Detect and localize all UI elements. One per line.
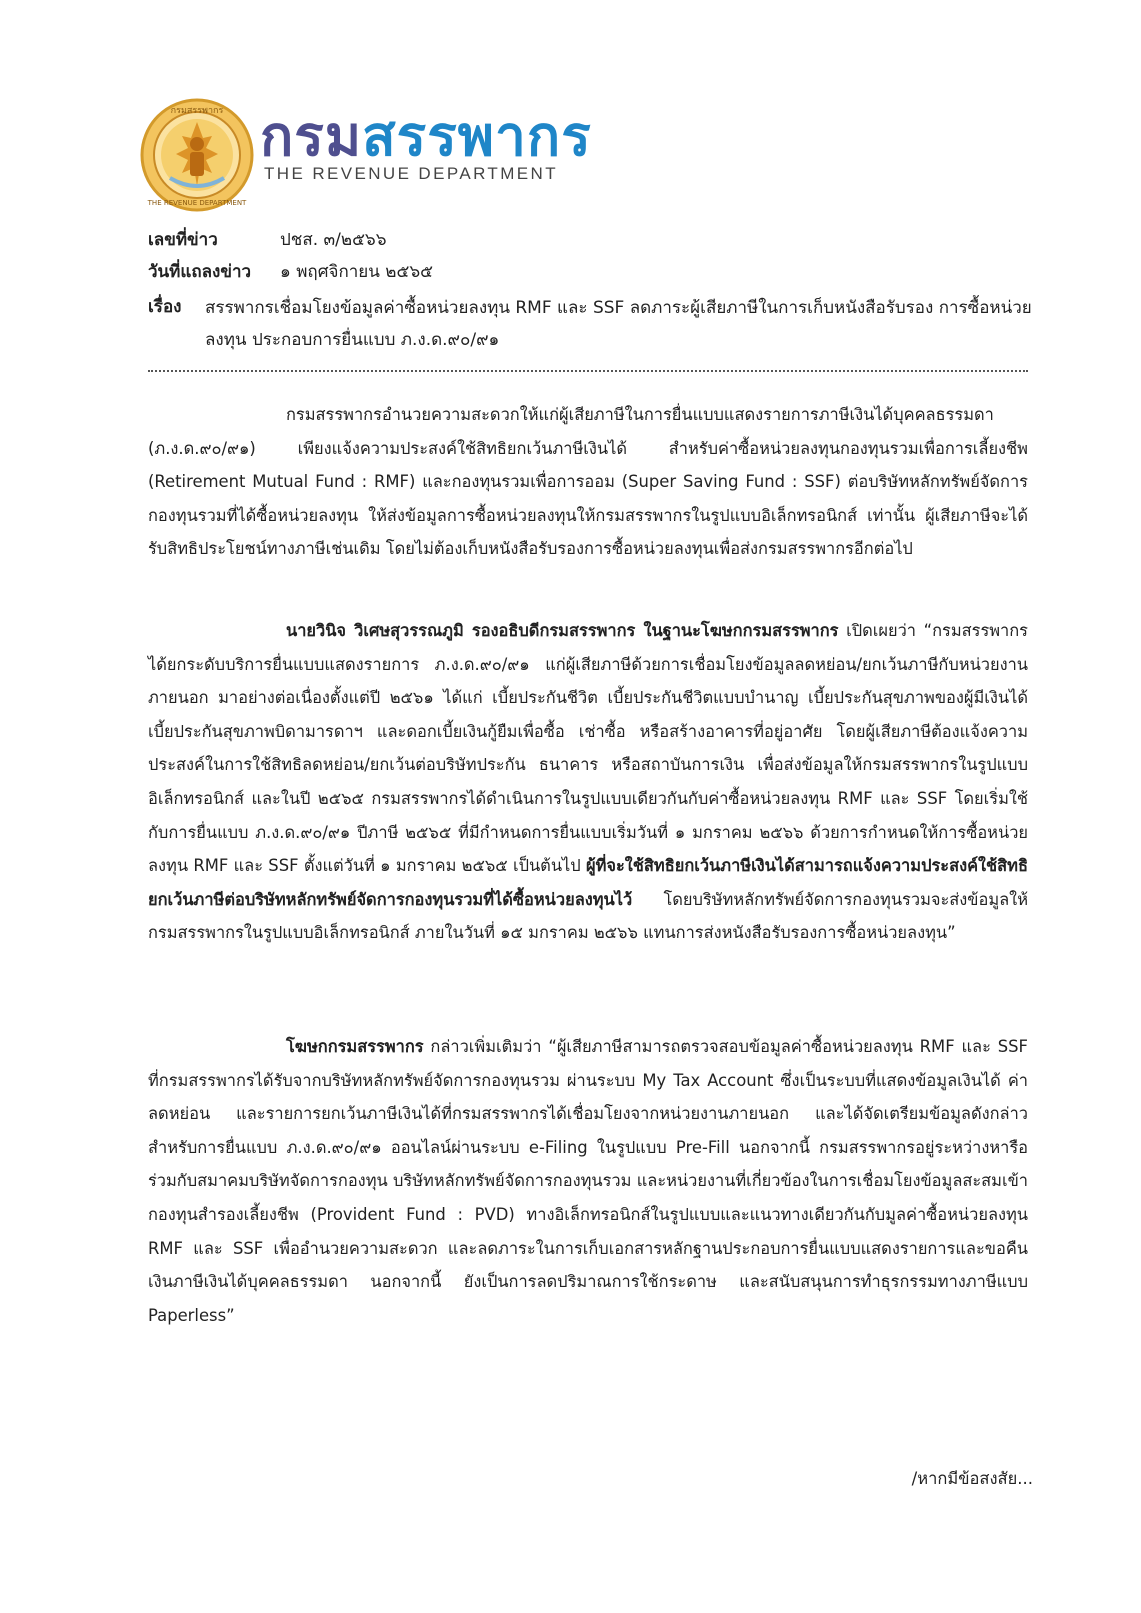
paragraph-2 <box>148 614 1028 950</box>
news-number-row <box>148 226 387 254</box>
brand-thai-logotype <box>260 104 592 168</box>
brand-english-name: THE REVENUE DEPARTMENT <box>264 164 558 183</box>
news-number-label: เลขที่ข่าว <box>148 230 218 250</box>
press-date-value: ๑ พฤศจิกายน ๒๕๖๕ <box>280 262 433 282</box>
revenue-department-seal-icon <box>140 98 254 212</box>
paragraph-1-text: กรมสรรพากรอำนวยความสะดวกให้แก่ผู้เสียภาษีในการยื่นแบบแสดงรายการภาษีเงินได้บุคคลธรรมดา (ภ.ง.ด.๙๐/๙๑) เพียงแจ้งความประสงค์ใช้สิทธิยกเว้นภาษีเงินได้ สำหรับค่าซื้อหน่วยลงทุนกองทุนรวมเพื่อการเลี้ยงชีพ (Retirement Mutual Fund : RMF) และกองทุนรวมเพื่อการออม (Super Saving Fund : SSF) ต่อบริษัทหลักทรัพย์จัดการกองทุนรวมที่ได้ซื้อหน่วยลงทุน ให้ส่งข้อมูลการซื้อหน่วยลงทุนให้กรมสรรพากรในรูปแบบอิเล็กทรอนิกส์ เท่านั้น ผู้เสียภาษีจะได้รับสิทธิประโยชน์ทางภาษีเช่นเดิม โดยไม่ต้องเก็บหนังสือรับรองการซื้อหน่วยลงทุนเพื่อส่งกรมสรรพากรอีกต่อไป <box>148 405 1028 559</box>
paragraph-3 <box>148 1030 1028 1332</box>
paragraph-2-emphasis: ผู้ที่จะใช้สิทธิยกเว้นภาษีเงินได้สามารถแจ้งความประสงค์ใช้สิทธิยกเว้นภาษีต่อบริษัทหลักทรัพย์จัดการกองทุนรวมที่ได้ซื้อหน่วยลงทุนไว้ <box>148 856 1028 909</box>
subject-text: สรรพากรเชื่อมโยงข้อมูลค่าซื้อหน่วยลงทุน RMF และ SSF ลดภาระผู้เสียภาษีในการเก็บหนังสือรับรอง การซื้อหน่วยลงทุน ประกอบการยื่นแบบ ภ.ง.ด.๙๐/๙๑ <box>205 298 1032 350</box>
press-date-row <box>148 258 433 286</box>
news-number-value: ปชส. ๓/๒๕๖๖ <box>280 230 387 250</box>
continued-note: /หากมีข้อสงสัย... <box>911 1469 1033 1488</box>
svg-text:กรมสรรพากร: กรมสรรพากร <box>170 106 224 116</box>
subject-label-row <box>148 293 181 321</box>
brand-thai-part2: สรรพากร <box>362 104 592 168</box>
paragraph-2-text-1: เปิดเผยว่า “กรมสรรพากรได้ยกระดับบริการยื่นแบบแสดงรายการ ภ.ง.ด.๙๐/๙๑ แก่ผู้เสียภาษีด้วยการเชื่อมโยงข้อมูลลดหย่อน/ยกเว้นภาษีกับหน่วยงานภายนอก มาอย่างต่อเนื่องตั้งแต่ปี ๒๕๖๑ ได้แก่ เบี้ยประกันชีวิต เบี้ยประกันชีวิตแบบบำนาญ เบี้ยประกันสุขภาพของผู้มีเงินได้ เบี้ยประกันสุขภาพบิดามารดาฯ และดอกเบี้ยเงินกู้ยืมเพื่อซื้อ เช่าซื้อ หรือสร้างอาคารที่อยู่อาศัย โดยผู้เสียภาษีต้องแจ้งความประสงค์ในการใช้สิทธิลดหย่อน/ยกเว้นต่อบริษัทประกัน ธนาคาร หรือสถาบันการเงิน เพื่อส่งข้อมูลให้กรมสรรพากรในรูปแบบอิเล็กทรอนิกส์ และในปี ๒๕๖๕ กรมสรรพากรได้ดำเนินการในรูปแบบเดียวกันกับค่าซื้อหน่วยลงทุน RMF และ SSF โดยเริ่มใช้กับการยื่นแบบ ภ.ง.ด.๙๐/๙๑ ปีภาษี ๒๕๖๕ ที่มีกำหนดการยื่นแบบเริ่มวันที่ ๑ มกราคม ๒๕๖๖ ด้วยการกำหนดให้การซื้อหน่วยลงทุน RMF และ SSF ตั้งแต่วันที่ ๑ มกราคม ๒๕๖๕ เป็นต้นไป <box>148 621 1028 876</box>
paragraph-1 <box>148 398 1028 566</box>
brand-thai-part1: กรม <box>260 104 363 168</box>
svg-text:THE REVENUE DEPARTMENT: THE REVENUE DEPARTMENT <box>147 199 247 207</box>
spokesperson-title: โฆษกกรมสรรพากร <box>286 1037 424 1056</box>
subject-label: เรื่อง <box>148 297 182 317</box>
paragraph-3-text: กล่าวเพิ่มเติมว่า “ผู้เสียภาษีสามารถตรวจสอบข้อมูลค่าซื้อหน่วยลงทุน RMF และ SSF ที่กรมสรรพากรได้รับจากบริษัทหลักทรัพย์จัดการกองทุนรวม ผ่านระบบ My Tax Account ซึ่งเป็นระบบที่แสดงข้อมูลเงินได้ ค่าลดหย่อน และรายการยกเว้นภาษีเงินได้ที่กรมสรรพากรได้เชื่อมโยงจากหน่วยงานภายนอก และได้จัดเตรียมข้อมูลดังกล่าวสำหรับการยื่นแบบ ภ.ง.ด.๙๐/๙๑ ออนไลน์ผ่านระบบ e-Filing ในรูปแบบ Pre-Fill นอกจากนี้ กรมสรรพากรอยู่ระหว่างหารือร่วมกับสมาคมบริษัทจัดการกองทุน บริษัทหลักทรัพย์จัดการกองทุนรวม และหน่วยงานที่เกี่ยวข้องในการเชื่อมโยงข้อมูลสะสมเข้ากองทุนสำรองเลี้ยงชีพ (Provident Fund : PVD) ทางอิเล็กทรอนิกส์ในรูปแบบและแนวทางเดียวกันกับมูลค่าซื้อหน่วยลงทุน RMF และ SSF เพื่ออำนวยความสะดวก และลดภาระในการเก็บเอกสารหลักฐานประกอบการยื่นแบบแสดงรายการและขอคืนเงินภาษีเงินได้บุคคลธรรมดา นอกจากนี้ ยังเป็นการลดปริมาณการใช้กระดาษ และสนับสนุนการทำธุรกรรมทางภาษีแบบ Paperless” <box>148 1037 1028 1325</box>
paragraph-2-text-2: โดยบริษัทหลักทรัพย์จัดการกองทุนรวมจะส่งข้อมูลให้กรมสรรพากรในรูปแบบอิเล็กทรอนิกส์ ภายในวันที่ ๑๕ มกราคม ๒๕๖๖ แทนการส่งหนังสือรับรองการซื้อหน่วยลงทุน” <box>148 889 1028 943</box>
dotted-divider <box>148 370 1028 372</box>
press-date-label: วันที่แถลงข่าว <box>148 262 252 282</box>
spokesperson-intro: นายวินิจ วิเศษสุวรรณภูมิ รองอธิบดีกรมสรรพากร ในฐานะโฆษกกรมสรรพากร <box>286 621 839 640</box>
